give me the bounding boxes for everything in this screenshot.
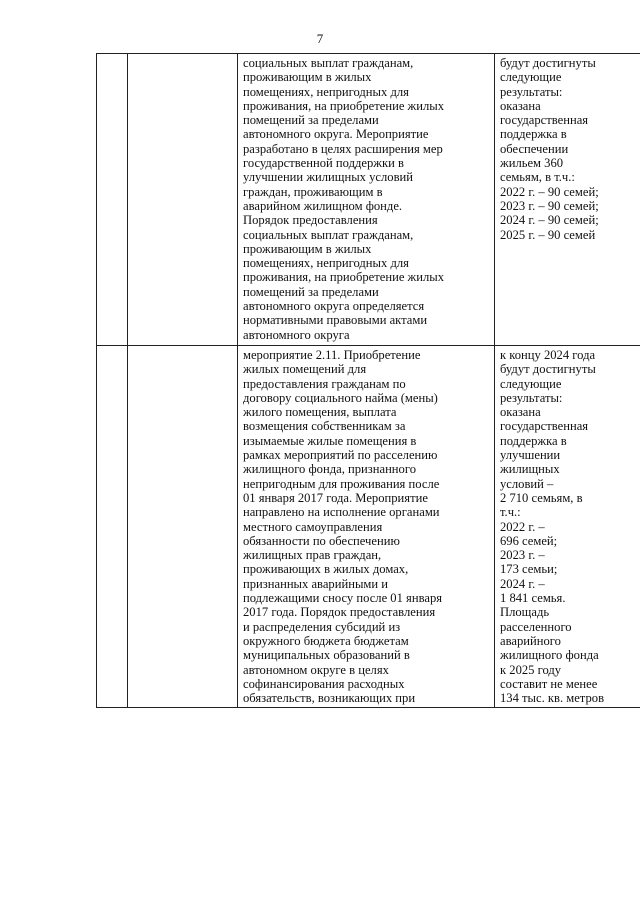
table-cell-results (495, 346, 640, 708)
table-cell-results (495, 54, 640, 346)
table-cell-index (97, 54, 128, 346)
table-row (97, 54, 640, 346)
page-number: 7 (316, 31, 324, 46)
table-cell-name (128, 54, 238, 346)
table-cell-name (128, 346, 238, 708)
description-text: социальных выплат гражданам, проживающим в жилых помещениях, непригодных для проживания, на приобретение жилых помещений за пределами автономного округа. Мероприятие разработано в целях расширения мер государственной поддержки в улучшении жилищных условий граждан, проживающим в аварийном жилищном фонде. Порядок предоставления социальных выплат гражданам, проживающим в жилых помещениях, непригодных для проживания, на приобретение жилых помещений за пределами автономного округа определяется нормативными правовыми актами автономного округа (243, 56, 445, 342)
table-cell-description (238, 54, 495, 346)
description-text: мероприятие 2.11. Приобретение жилых помещений для предоставления гражданам по договору социального найма (мены) жилого помещения, выплата возмещения собственникам за изымаемые жилые помещения в рамках мероприятий по расселению жилищного фонда, признанного непригодным для проживания после 01 января 2017 года. Мероприятие направлено на исполнение органами местного самоуправления обязанности по обеспечению жилищных прав граждан, проживающих в жилых домах, признанных аварийными и подлежащими сносу после 01 января 2017 года. Порядок предоставления и распределения субсидий из окружного бюджета бюджетам муниципальных образований в автономном округе в целях софинансирования расходных обязательств, возникающих при (243, 348, 443, 706)
results-text: к концу 2024 года будут достигнуты следующие результаты: оказана государственная поддержка в улучшении жилищных условий – 2 710 семьям, в т.ч.: 2022 г. – 696 семей; 2023 г. – 173 семьи; 2024 г. – 1 841 семья. Площадь расселенного аварийного жилищного фонда к 2025 году составит не менее 134 тыс. кв. метров (500, 348, 605, 706)
results-text: будут достигнуты следующие результаты: оказана государственная поддержка в обеспечении жильем 360 семьям, в т.ч.: 2022 г. – 90 семей; 2023 г. – 90 семей; 2024 г. – 90 семей; 2025 г. – 90 семей (500, 56, 599, 242)
table-cell-description (238, 346, 495, 708)
table-cell-index (97, 346, 128, 708)
table-row (97, 346, 640, 708)
measures-table (96, 53, 640, 708)
